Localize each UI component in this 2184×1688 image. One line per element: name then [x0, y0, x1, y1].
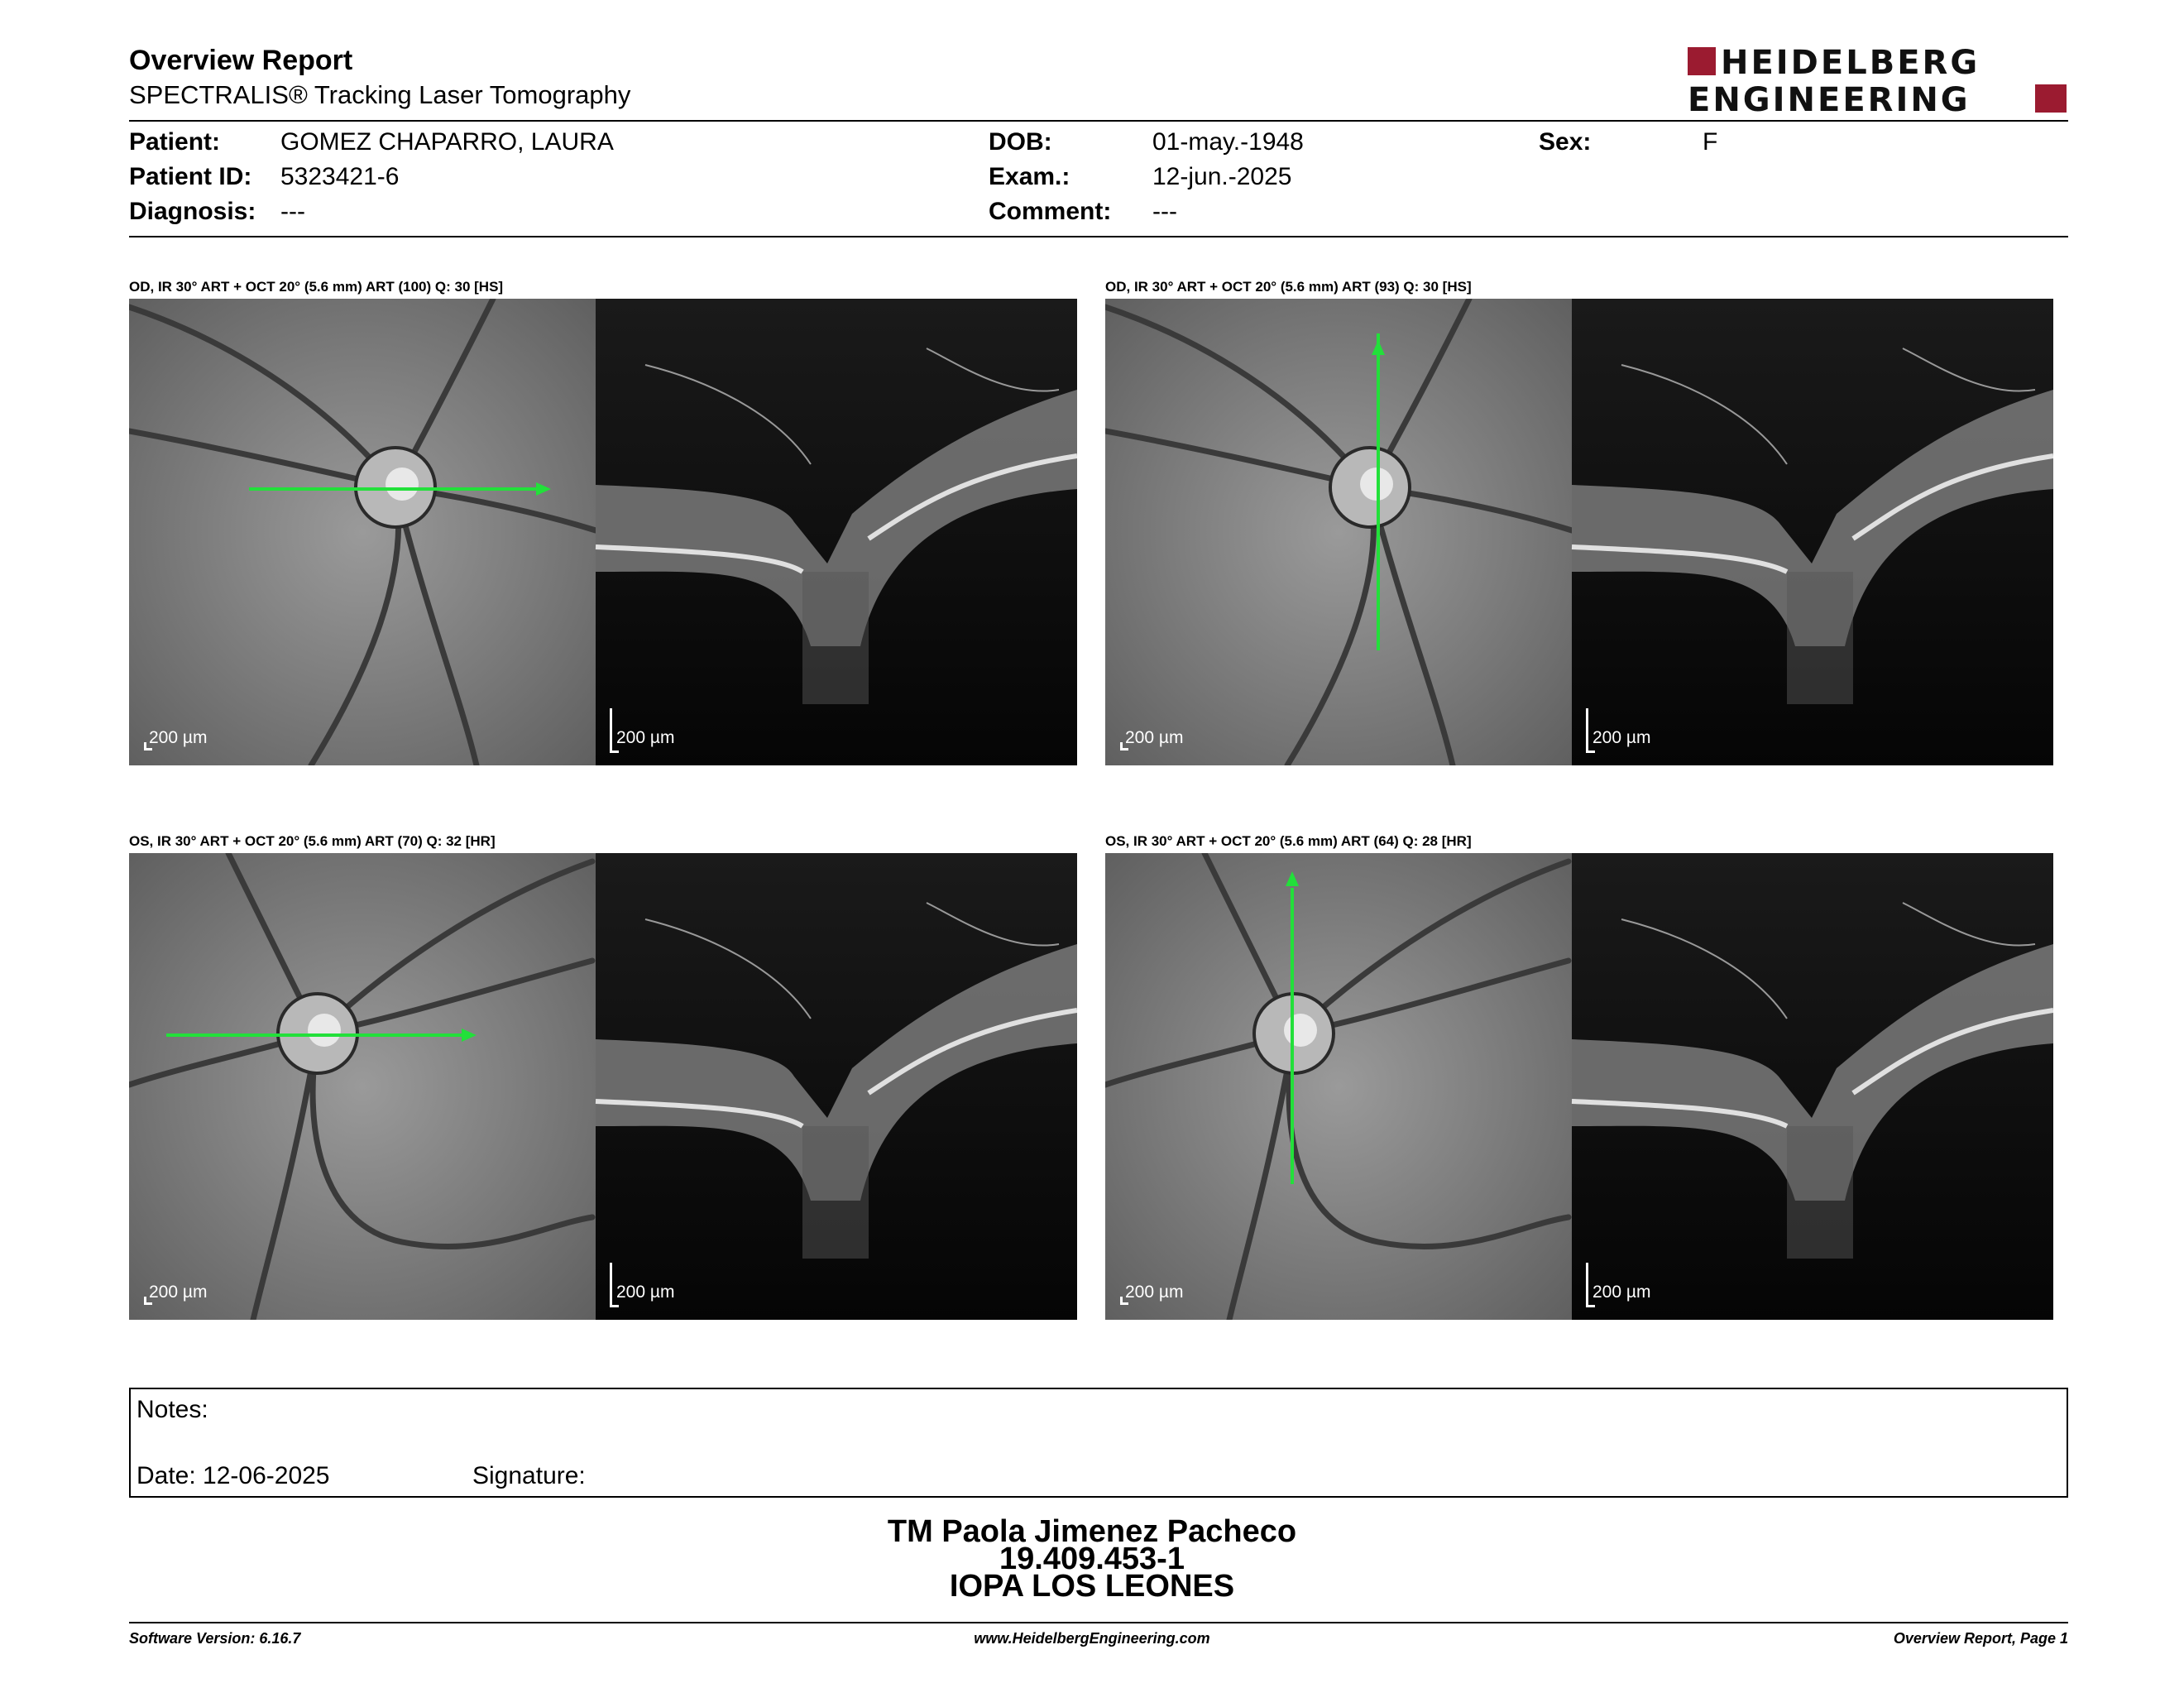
sex-value: F — [1703, 128, 1718, 156]
oct-bscan-image — [596, 299, 1077, 765]
oct-bscan-image — [596, 853, 1077, 1320]
patient-divider — [129, 236, 2068, 237]
comment-label: Comment: — [989, 198, 1112, 225]
software-version: Software Version: 6.16.7 — [129, 1630, 301, 1647]
patient-label: Patient: — [129, 128, 221, 156]
oct-scale-label: 200 µm — [616, 1283, 675, 1302]
exam-value: 12-jun.-2025 — [1152, 163, 1292, 190]
oct-scale-label: 200 µm — [1592, 728, 1651, 747]
scan-title-os-vertical: OS, IR 30° ART + OCT 20° (5.6 mm) ART (64) Q: 28 [HR] — [1105, 833, 1472, 849]
scan-title-od-horizontal: OD, IR 30° ART + OCT 20° (5.6 mm) ART (100) Q: 30 [HS] — [129, 279, 504, 295]
diagnosis-label: Diagnosis: — [129, 198, 256, 225]
page-number: Overview Report, Page 1 — [1893, 1630, 2068, 1647]
ir-scale-label: 200 µm — [1125, 728, 1184, 747]
website-link[interactable]: www.HeidelbergEngineering.com — [974, 1630, 1210, 1647]
oct-scale-label: 200 µm — [616, 728, 675, 747]
scan-image-os-horizontal — [129, 853, 1077, 1320]
scan-title-od-vertical: OD, IR 30° ART + OCT 20° (5.6 mm) ART (93) Q: 30 [HS] — [1105, 279, 1472, 295]
scan-title-os-horizontal: OS, IR 30° ART + OCT 20° (5.6 mm) ART (70) Q: 32 [HR] — [129, 833, 496, 849]
dob-value: 01-may.-1948 — [1152, 128, 1304, 156]
heidelberg-logo — [1688, 45, 2068, 116]
notes-label: Notes: — [136, 1396, 208, 1423]
oct-bscan-image — [1572, 853, 2053, 1320]
comment-value: --- — [1152, 198, 1177, 225]
signatory-id: 19.409.453-1 — [999, 1542, 1185, 1576]
notes-box — [129, 1388, 2068, 1498]
ir-scale-label: 200 µm — [1125, 1283, 1184, 1302]
ir-fundus-image — [1105, 299, 1572, 765]
patient-id: 5323421-6 — [280, 163, 400, 190]
report-subtitle: SPECTRALIS® Tracking Laser Tomography — [129, 80, 631, 109]
signature-label: Signature: — [472, 1462, 586, 1489]
scan-image-os-vertical — [1105, 853, 2053, 1320]
exam-label: Exam.: — [989, 163, 1070, 190]
scan-panel-od-vertical — [1105, 299, 2053, 765]
signatory-org: IOPA LOS LEONES — [949, 1569, 1235, 1604]
date-label: Date: 12-06-2025 — [136, 1462, 330, 1489]
scan-panel-os-horizontal — [129, 853, 1077, 1320]
scan-image-od-horizontal — [129, 299, 1077, 765]
ir-fundus-image — [1105, 853, 1572, 1320]
ir-fundus-image — [129, 299, 596, 765]
diagnosis-value: --- — [280, 198, 305, 225]
scan-panel-os-vertical — [1105, 853, 2053, 1320]
footer-divider — [129, 1622, 2068, 1623]
dob-label: DOB: — [989, 128, 1052, 156]
ir-scale-label: 200 µm — [149, 728, 208, 747]
scan-image-od-vertical — [1105, 299, 2053, 765]
ir-scale-label: 200 µm — [149, 1283, 208, 1302]
patient-id-label: Patient ID: — [129, 163, 252, 190]
ir-fundus-image — [129, 853, 596, 1320]
oct-bscan-image — [1572, 299, 2053, 765]
signatory-name: TM Paola Jimenez Pacheco — [887, 1514, 1297, 1549]
patient-name: GOMEZ CHAPARRO, LAURA — [280, 128, 614, 156]
sex-label: Sex: — [1539, 128, 1592, 156]
header-divider — [129, 120, 2068, 122]
report-title: Overview Report — [129, 45, 353, 76]
svg-text:ENGINEERING: ENGINEERING — [1688, 81, 1971, 116]
scan-panel-od-horizontal — [129, 299, 1077, 765]
svg-text:HEIDELBERG: HEIDELBERG — [1721, 45, 1980, 82]
oct-scale-label: 200 µm — [1592, 1283, 1651, 1302]
